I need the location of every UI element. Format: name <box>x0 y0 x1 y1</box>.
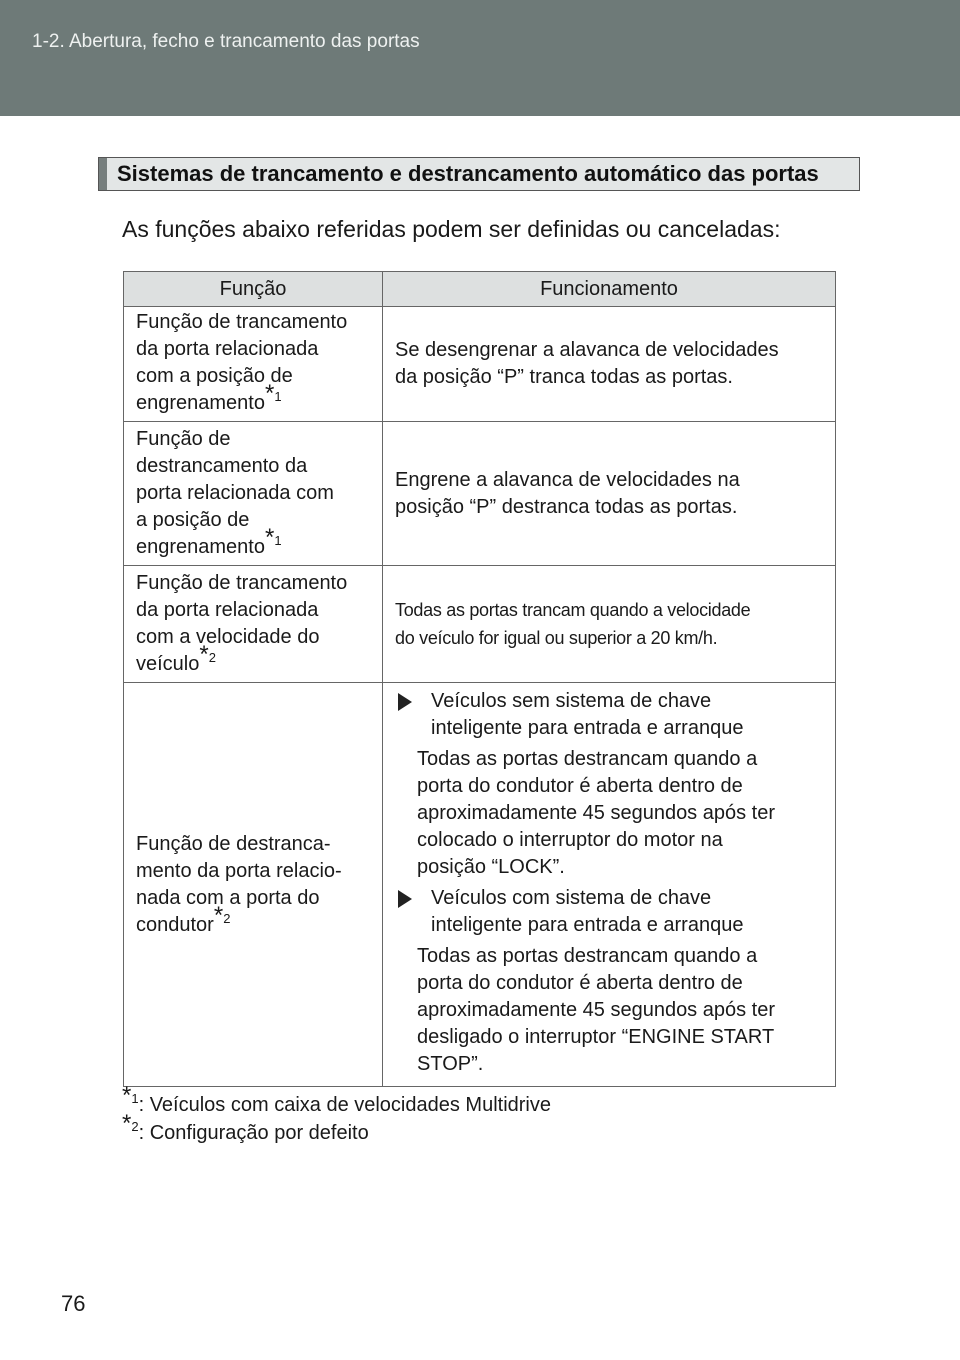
title-word: chave <box>657 886 712 909</box>
triangle-bullet-icon <box>398 890 426 908</box>
title-word: sem <box>512 689 550 712</box>
function-line: porta relacionada com <box>136 482 334 504</box>
star-symbol: * <box>264 380 275 408</box>
function-line: destrancamento da <box>136 455 308 477</box>
heading-accent-bar <box>99 158 107 190</box>
vehicle-variant-title <box>431 885 825 939</box>
function-cell <box>124 422 383 566</box>
function-line: a posição de <box>136 509 250 531</box>
function-line: com a velocidade do <box>136 626 320 648</box>
description-line: Todas as portas destrancam quando a <box>417 944 758 967</box>
vehicle-title-line <box>431 688 825 715</box>
column-header-operation: Funcionamento <box>383 272 836 307</box>
title-word: Veículos <box>431 886 507 909</box>
footnote <box>122 1110 551 1147</box>
description-line: aproximadamente 45 segundos após ter <box>417 998 776 1021</box>
table-row <box>124 307 836 422</box>
function-line-text: veículo <box>136 653 200 675</box>
function-line: Função de destranca- <box>136 832 331 855</box>
footnote-marker <box>122 1110 139 1138</box>
vehicle-title-line: inteligente para entrada e arranque <box>431 716 744 739</box>
function-line <box>136 641 370 678</box>
description-line: porta do condutor é aberta dentro de <box>417 774 743 797</box>
vehicle-variant-header <box>383 688 825 742</box>
function-line-text: engrenamento <box>136 536 265 558</box>
operation-cell <box>383 683 836 1087</box>
footnote-ref <box>264 380 282 408</box>
footnote-text: : Configuração por defeito <box>138 1122 369 1144</box>
footnote-ref <box>213 901 231 929</box>
star-symbol: * <box>199 641 209 669</box>
chapter-header-band <box>0 0 960 116</box>
function-cell <box>124 307 383 422</box>
function-line-text: engrenamento <box>136 392 265 414</box>
footnote-number: 1 <box>131 1091 139 1107</box>
operation-line: Todas as portas trancam quando a velocidade <box>395 600 751 620</box>
triangle-bullet-icon <box>398 693 426 711</box>
footnotes <box>122 1082 551 1147</box>
description-line: Todas as portas destrancam quando a <box>417 747 758 770</box>
vehicle-variant-description <box>383 943 825 1078</box>
function-line: da porta relacionada <box>136 599 319 621</box>
operation-cell <box>383 566 836 683</box>
table-row <box>124 422 836 566</box>
function-line <box>136 901 370 939</box>
description-line: desligado o interruptor “ENGINE START <box>417 1025 775 1048</box>
page-number: 76 <box>61 1291 86 1316</box>
operation-line: do veículo for igual ou superior a 20 km/h. <box>395 628 718 648</box>
operation-line: Engrene a alavanca de velocidades na <box>395 468 740 491</box>
operation-line: da posição “P” tranca todas as portas. <box>395 366 733 388</box>
description-line: colocado o interruptor do motor na <box>417 828 723 851</box>
vehicle-variant <box>383 688 825 881</box>
function-line: mento da porta relacio- <box>136 859 342 882</box>
section-heading-text: Sistemas de trancamento e destrancamento automático das portas <box>117 161 819 186</box>
footnote-text: : Veículos com caixa de velocidades Multidrive <box>138 1094 551 1116</box>
operation-line: posição “P” destranca todas as portas. <box>395 495 738 518</box>
column-header-function: Função <box>124 272 383 307</box>
function-line: Função de trancamento <box>136 311 348 333</box>
operation-line: Se desengrenar a alavanca de velocidades <box>395 339 779 361</box>
title-word: com <box>512 886 550 909</box>
table-row <box>124 683 836 1087</box>
function-line: com a posição de <box>136 365 293 387</box>
function-line-text: condutor <box>136 913 214 936</box>
title-word: Veículos <box>431 689 507 712</box>
functions-table <box>123 271 836 1087</box>
function-cell <box>124 566 383 683</box>
footnote-marker <box>122 1082 139 1110</box>
footnote-ref <box>264 524 282 552</box>
description-line: aproximadamente 45 segundos após ter <box>417 801 776 824</box>
footnote <box>122 1082 551 1119</box>
description-line: posição “LOCK”. <box>417 855 565 878</box>
vehicle-title-line: inteligente para entrada e arranque <box>431 913 744 936</box>
footnote-number: 2 <box>208 650 216 666</box>
section-heading <box>98 157 860 191</box>
function-line <box>136 380 370 417</box>
footnote-number: 1 <box>274 389 282 405</box>
title-word: sistema <box>555 886 625 909</box>
title-word: chave <box>657 689 712 712</box>
footnote-number: 1 <box>274 533 282 549</box>
function-cell <box>124 683 383 1087</box>
vehicle-variant <box>383 885 825 1078</box>
description-line: STOP”. <box>417 1052 484 1075</box>
function-line: Função de <box>136 428 231 450</box>
star-symbol: * <box>122 1082 132 1110</box>
function-line: Função de trancamento <box>136 572 348 594</box>
intro-text: As funções abaixo referidas podem ser definidas ou canceladas: <box>122 216 781 242</box>
star-symbol: * <box>213 901 224 929</box>
description-line: porta do condutor é aberta dentro de <box>417 971 743 994</box>
title-word: de <box>630 886 653 909</box>
function-line: nada com a porta do <box>136 886 320 909</box>
function-line: da porta relacionada <box>136 338 319 360</box>
vehicle-variant-description <box>383 746 825 881</box>
operation-cell <box>383 307 836 422</box>
title-word: sistema <box>555 689 625 712</box>
vehicle-variant-header <box>383 885 825 939</box>
chapter-title: 1-2. Abertura, fecho e trancamento das portas <box>32 31 420 52</box>
star-symbol: * <box>264 524 275 552</box>
function-line <box>136 524 370 561</box>
footnote-ref <box>199 641 216 669</box>
footnote-number: 2 <box>131 1119 139 1135</box>
star-symbol: * <box>122 1110 132 1138</box>
title-word: de <box>630 689 653 712</box>
operation-cell <box>383 422 836 566</box>
vehicle-variant-title <box>431 688 825 742</box>
table-row <box>124 566 836 683</box>
footnote-number: 2 <box>223 910 231 926</box>
table-header-row <box>124 272 836 307</box>
vehicle-title-line <box>431 885 825 912</box>
